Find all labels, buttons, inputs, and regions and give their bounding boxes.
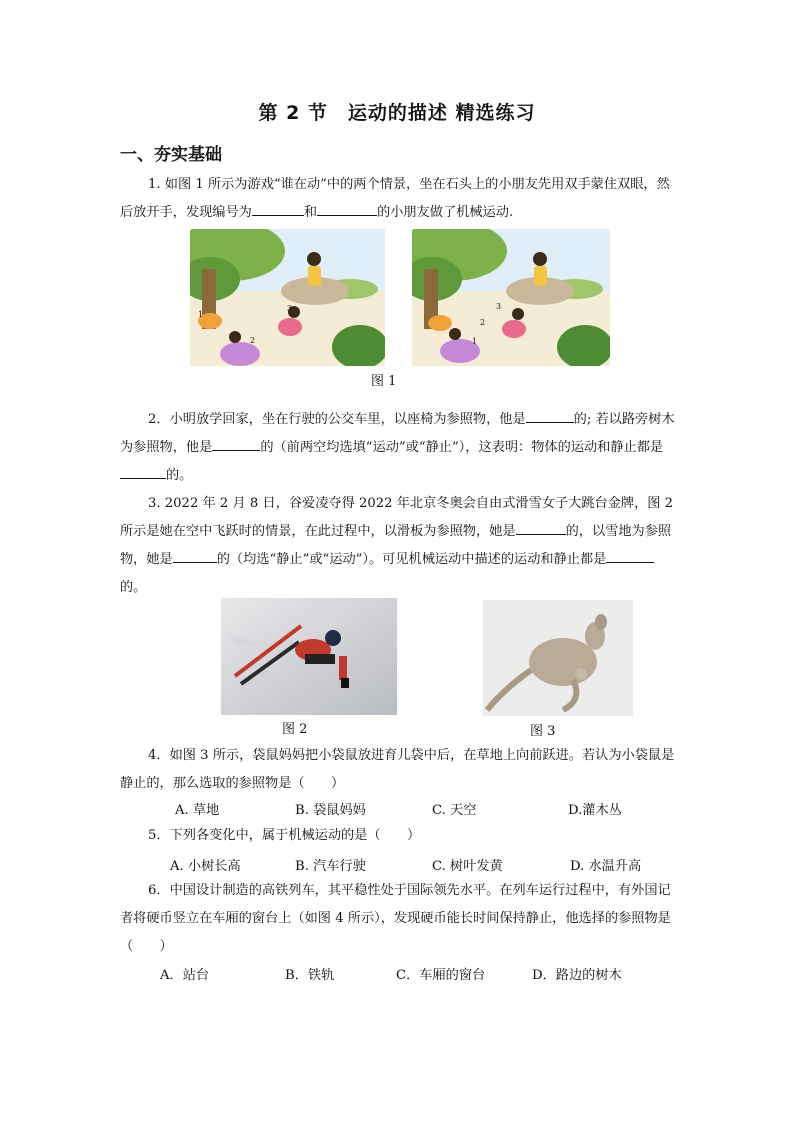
option-a[interactable]: A. 草地 xyxy=(175,803,220,818)
option-b[interactable]: B. 汽车行驶 xyxy=(295,859,366,874)
answer-blank xyxy=(516,520,566,535)
answer-blank xyxy=(317,201,377,216)
answer-blank xyxy=(173,548,217,563)
question-1: 1. 如图 1 所示为游戏“谁在动”中的两个情景，坐在石头上的小朋友先用双手蒙住双眼，然后放开手，发现编号为 和 的小朋友做了机械运动. xyxy=(120,177,670,220)
answer-blank xyxy=(526,408,574,423)
question-2: 2．小明放学回家，坐在行驶的公交车里，以座椅为参照物，他是 的; 若以路旁树木为参照物，他是 的（前两空均选填“运动”或“静止”），这表明：物体的运动和静止都是的。 xyxy=(120,406,678,490)
answer-blank xyxy=(120,464,166,479)
figure-2-caption: 图 2 xyxy=(282,722,308,737)
answer-blank xyxy=(606,548,654,563)
question-3: 3. 2022 年 2 月 8 日，谷爱凌夺得 2022 年北京冬奥会自由式滑雪女子大跳台金牌，图 2 所示是她在空中飞跃时的情景，在此过程中，以滑板为参照物，她是 的，以雪地为参照物，她是 的（均选“静止”或“运动”）。可见机械运动中描述的运动和静止都是的。 xyxy=(120,496,674,595)
option-d[interactable]: D.灌木丛 xyxy=(568,803,622,818)
question-6: 6．中国设计制造的高铁列车，其平稳性处于国际领先水平。在列车运行过程中，有外国记者将硬币竖立在车厢的窗台上（如图 4 所示），发现硬币能长时间保持静止，他选择的参照物是（ ） xyxy=(120,883,671,954)
figure-label: 2 xyxy=(480,318,486,327)
answer-blank xyxy=(212,436,260,451)
option-a[interactable]: A. 小树长高 xyxy=(170,859,241,874)
option-c[interactable]: C. 树叶发黄 xyxy=(432,859,503,874)
option-b[interactable]: B．铁轨 xyxy=(285,968,335,983)
question-5: 5．下列各变化中，属于机械运动的是（ ） xyxy=(148,828,421,843)
answer-blank xyxy=(252,201,304,216)
option-c[interactable]: C. 天空 xyxy=(432,803,477,818)
figure-1-right xyxy=(412,229,610,366)
figure-label: 1 xyxy=(198,310,204,319)
figure-label: 3 xyxy=(496,302,502,311)
figure-label: 1 xyxy=(472,337,478,346)
figure-3-caption: 图 3 xyxy=(530,724,556,739)
figure-label: 2 xyxy=(250,336,256,345)
page-title: 第 2 节 运动的描述 精选练习 xyxy=(258,102,536,124)
option-d[interactable]: D. 水温升高 xyxy=(570,859,642,874)
option-b[interactable]: B. 袋鼠妈妈 xyxy=(295,803,366,818)
question-4: 4．如图 3 所示，袋鼠妈妈把小袋鼠放进育儿袋中后，在草地上向前跃进。若认为小袋鼠是静止的，那么选取的参照物是（ ） xyxy=(120,748,675,791)
option-c[interactable]: C．车厢的窗台 xyxy=(396,968,486,983)
figure-1-caption: 图 1 xyxy=(371,374,397,389)
figure-2-skier xyxy=(221,598,397,715)
option-a[interactable]: A．站台 xyxy=(160,968,210,983)
section-heading: 一、夯实基础 xyxy=(120,145,222,165)
figure-1-left xyxy=(190,229,385,366)
option-d[interactable]: D．路边的树木 xyxy=(532,968,622,983)
figure-3-kangaroo xyxy=(483,600,633,716)
figure-label: 3 xyxy=(287,304,293,313)
